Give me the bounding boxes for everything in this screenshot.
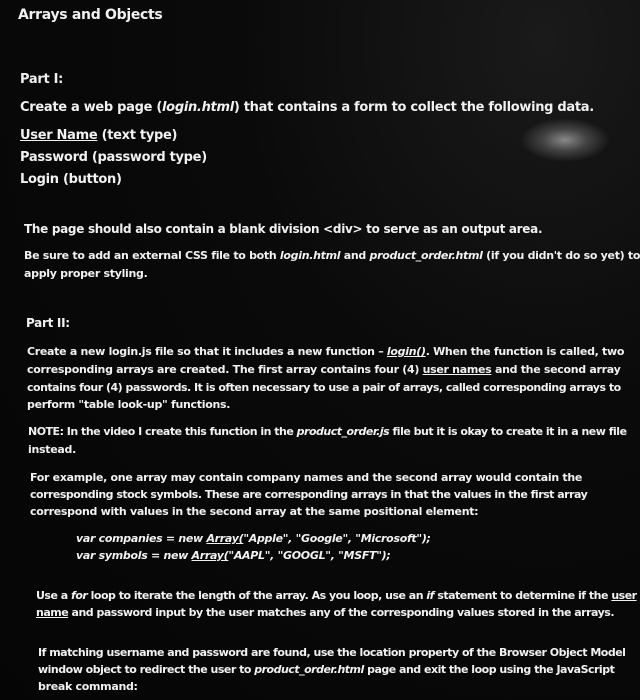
example-line-3: correspond with values in the second array at the same positional element: [30, 505, 479, 518]
part1-intro [20, 100, 594, 115]
loop-text-a: Use a [36, 589, 72, 602]
intro-text-b: ) that contains a form to collect the following data. [233, 100, 594, 115]
p1-line-1 [27, 345, 624, 358]
note-line-1 [28, 425, 627, 438]
css-line-2: apply proper styling. [24, 267, 148, 280]
css-and: and [340, 249, 370, 262]
note-text-a: NOTE: In the video I create this function in the [28, 425, 297, 438]
p1-text-b: . When the function is called, two [425, 345, 625, 358]
loop-text-b: loop to iterate the length of the array. As you loop, use an [87, 589, 427, 602]
user-names-link[interactable]: user names [422, 363, 492, 376]
part2-heading: Part II: [26, 316, 70, 330]
match-file: product_order.html [254, 663, 364, 676]
example-line-2: corresponding stock symbols. These are corresponding arrays in that the values in the first array [30, 488, 588, 501]
part1-heading: Part I: [20, 72, 64, 87]
loop-line-2 [36, 606, 614, 619]
loop-text-c: statement to determine if the [433, 589, 612, 602]
match-text-a: window object to redirect the user to [38, 663, 255, 676]
intro-filename: login.html [162, 100, 234, 115]
user-link[interactable]: user [611, 589, 637, 602]
login-function: login() [386, 345, 426, 358]
note-line-2: instead. [28, 443, 76, 456]
p1-l2-text: corresponding arrays are created. The first array contains four (4) [27, 363, 423, 376]
css-file-product: product_order.html [369, 249, 483, 262]
match-line-2 [38, 663, 614, 676]
if-keyword: if [426, 589, 434, 602]
match-text-b: page and exit the loop using the JavaScript [363, 663, 615, 676]
p1-line-2 [27, 363, 620, 376]
note-text-b: file but it is okay to create it in a new file [389, 425, 627, 438]
array-link-2[interactable]: Array( [191, 549, 229, 562]
code1-text-b: "Apple", "Google", "Microsoft"); [243, 532, 431, 545]
code1-text-a: var companies = new [76, 532, 207, 545]
intro-text-a: Create a web page ( [20, 100, 163, 115]
blank-div-text: The page should also contain a blank division <div> to serve as an output area. [24, 222, 543, 236]
field-password: Password (password type) [20, 150, 207, 165]
field-login: Login (button) [20, 172, 122, 187]
note-file: product_order.js [296, 425, 390, 438]
p1-l2-text-b: and the second array [491, 363, 621, 376]
name-link[interactable]: name [36, 606, 69, 619]
loop-l2-text: and password input by the user matches any of the corresponding values stored in the arrays. [68, 606, 615, 619]
p1-line-4: perform "table look-up" functions. [27, 398, 231, 411]
for-keyword: for [71, 589, 88, 602]
array-link-1[interactable]: Array( [206, 532, 244, 545]
match-line-1: If matching username and password are found, use the location property of the Browser Object Model [38, 646, 626, 659]
match-line-3: break command: [38, 680, 138, 693]
code2-text-a: var symbols = new [76, 549, 192, 562]
code2-text-b: "AAPL", "GOOGL", "MSFT"); [228, 549, 391, 562]
p1-text-a: Create a new login.js file so that it includes a new function – [27, 345, 387, 358]
css-text-b: (if you didn't do so yet) to [482, 249, 640, 262]
username-link[interactable]: User Name [20, 128, 98, 143]
p1-line-3: contains four (4) passwords. It is often necessary to use a pair of arrays, called corresponding arrays to [27, 381, 621, 394]
code-line-symbols [76, 549, 391, 562]
css-text-a: Be sure to add an external CSS file to both [24, 249, 280, 262]
css-file-login: login.html [279, 249, 341, 262]
field-username [20, 128, 177, 143]
page-title: Arrays and Objects [18, 7, 163, 23]
code-line-companies [76, 532, 431, 545]
css-line-1 [24, 249, 640, 262]
example-line-1: For example, one array may contain company names and the second array would contain the [30, 471, 583, 484]
screen-glare [520, 118, 610, 162]
loop-line-1 [36, 589, 637, 602]
username-type: (text type) [97, 128, 178, 143]
